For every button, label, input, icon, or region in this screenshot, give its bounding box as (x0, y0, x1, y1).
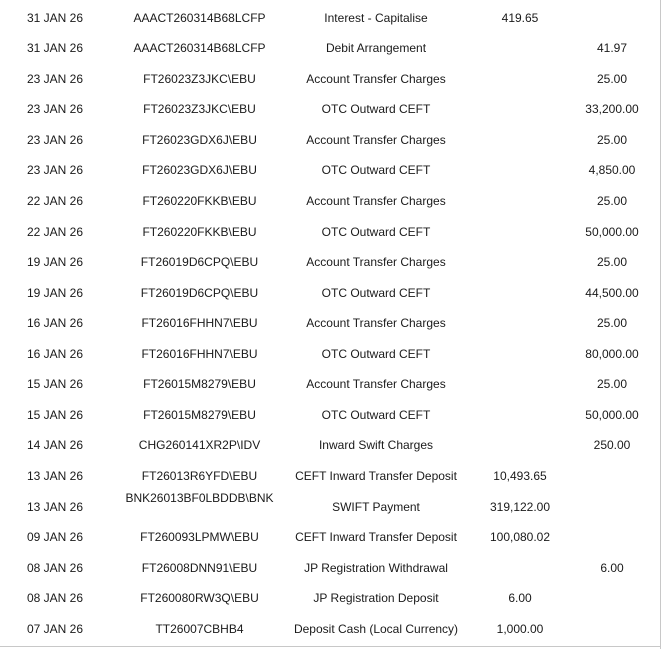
credit-amount-cell (460, 430, 580, 460)
debit-amount-cell (572, 614, 652, 644)
description-cell: Interest - Capitalise (324, 11, 428, 25)
reference-cell: FT260220FKKB\EBU (142, 194, 257, 208)
description-cell: OTC Outward CEFT (321, 408, 431, 422)
date-cell: 23 JAN 26 (26, 133, 84, 147)
table-row (0, 155, 660, 185)
credit-amount-cell (460, 155, 580, 185)
description-cell: CEFT Inward Transfer Deposit (295, 530, 457, 544)
credit-amount-cell (460, 217, 580, 247)
reference-cell: FT26023GDX6J\EBU (142, 163, 257, 177)
description-cell: CEFT Inward Transfer Deposit (295, 469, 457, 483)
date-cell: 23 JAN 26 (26, 163, 84, 177)
table-row (0, 186, 660, 216)
date-cell: 16 JAN 26 (26, 347, 84, 361)
table-row (0, 217, 660, 247)
description-cell: Account Transfer Charges (306, 377, 446, 391)
credit-amount-cell (460, 308, 580, 338)
table-row (0, 94, 660, 124)
credit-amount-cell (460, 278, 580, 308)
table-row (0, 64, 660, 94)
debit-amount-cell (572, 492, 652, 522)
reference-cell: FT26019D6CPQ\EBU (140, 286, 259, 300)
table-row (0, 400, 660, 430)
date-cell: 13 JAN 26 (26, 469, 84, 483)
description-cell: OTC Outward CEFT (321, 102, 431, 116)
debit-amount-cell: 25.00 (596, 316, 628, 330)
reference-cell: FT26015M8279\EBU (143, 408, 256, 422)
debit-amount-cell: 44,500.00 (585, 286, 639, 300)
credit-amount-cell: 1,000.00 (496, 622, 544, 636)
description-cell: Account Transfer Charges (306, 194, 446, 208)
date-cell: 14 JAN 26 (26, 438, 84, 452)
reference-cell: TT26007CBHB4 (155, 622, 244, 636)
date-cell: 07 JAN 26 (26, 622, 84, 636)
table-row (0, 553, 660, 583)
debit-amount-cell: 33,200.00 (585, 102, 639, 116)
debit-amount-cell: 50,000.00 (585, 225, 639, 239)
table-row (0, 583, 660, 613)
credit-amount-cell (460, 186, 580, 216)
table-row (0, 125, 660, 155)
reference-cell: FT260093LPMW\EBU (140, 530, 259, 544)
debit-amount-cell (572, 522, 652, 552)
description-cell: SWIFT Payment (332, 500, 420, 514)
date-cell: 16 JAN 26 (26, 316, 84, 330)
date-cell: 19 JAN 26 (26, 286, 84, 300)
credit-amount-cell (460, 33, 580, 63)
table-right-border (660, 0, 661, 649)
debit-amount-cell: 50,000.00 (585, 408, 639, 422)
debit-amount-cell (572, 461, 652, 491)
credit-amount-cell (460, 247, 580, 277)
table-row (0, 247, 660, 277)
date-cell: 08 JAN 26 (26, 561, 84, 575)
credit-amount-cell (460, 339, 580, 369)
table-row (0, 430, 660, 460)
description-cell: OTC Outward CEFT (321, 347, 431, 361)
reference-cell: FT260080RW3Q\EBU (140, 591, 259, 605)
table-row (0, 488, 660, 524)
description-cell: Inward Swift Charges (318, 438, 434, 452)
debit-amount-cell: 25.00 (596, 194, 628, 208)
table-row (0, 614, 660, 644)
date-cell: 31 JAN 26 (26, 41, 84, 55)
description-cell: Account Transfer Charges (306, 133, 446, 147)
table-row (0, 308, 660, 338)
table-row (0, 33, 660, 63)
credit-amount-cell (460, 400, 580, 430)
reference-cell: FT26023Z3JKC\EBU (143, 72, 256, 86)
debit-amount-cell (572, 3, 652, 33)
date-cell: 22 JAN 26 (26, 225, 84, 239)
reference-cell: BNK26013BF0LBDDB\BNK (125, 491, 274, 505)
debit-amount-cell: 80,000.00 (585, 347, 639, 361)
reference-cell: FT26023GDX6J\EBU (142, 133, 257, 147)
debit-amount-cell: 4,850.00 (588, 163, 636, 177)
description-cell: Account Transfer Charges (306, 255, 446, 269)
date-cell: 08 JAN 26 (26, 591, 84, 605)
debit-amount-cell: 41.97 (596, 41, 628, 55)
description-cell: JP Registration Withdrawal (304, 561, 448, 575)
table-row (0, 369, 660, 399)
debit-amount-cell: 6.00 (600, 561, 624, 575)
reference-cell: FT26023Z3JKC\EBU (143, 102, 256, 116)
credit-amount-cell: 100,080.02 (489, 530, 551, 544)
credit-amount-cell (460, 94, 580, 124)
date-cell: 09 JAN 26 (26, 530, 84, 544)
credit-amount-cell: 419.65 (501, 11, 539, 25)
table-bottom-border (0, 646, 661, 647)
table-row (0, 278, 660, 308)
table-row (0, 339, 660, 369)
credit-amount-cell (460, 553, 580, 583)
reference-cell: FT260220FKKB\EBU (142, 225, 257, 239)
credit-amount-cell: 6.00 (508, 591, 532, 605)
reference-cell: CHG260141XR2P\IDV (138, 438, 261, 452)
reference-cell: AAACT260314B68LCFP (133, 11, 266, 25)
table-row (0, 522, 660, 552)
debit-amount-cell: 25.00 (596, 255, 628, 269)
reference-cell: FT26016FHHN7\EBU (141, 347, 258, 361)
date-cell: 31 JAN 26 (26, 11, 84, 25)
debit-amount-cell: 250.00 (593, 438, 631, 452)
description-cell: OTC Outward CEFT (321, 225, 431, 239)
debit-amount-cell (572, 583, 652, 613)
reference-cell: FT26016FHHN7\EBU (141, 316, 258, 330)
date-cell: 19 JAN 26 (26, 255, 84, 269)
credit-amount-cell (460, 64, 580, 94)
date-cell: 23 JAN 26 (26, 102, 84, 116)
credit-amount-cell: 319,122.00 (489, 500, 551, 514)
date-cell: 23 JAN 26 (26, 72, 84, 86)
reference-cell: FT26015M8279\EBU (143, 377, 256, 391)
date-cell: 15 JAN 26 (26, 377, 84, 391)
description-cell: Account Transfer Charges (306, 72, 446, 86)
table-row (0, 3, 660, 33)
reference-cell: FT26019D6CPQ\EBU (140, 255, 259, 269)
reference-cell: FT26008DNN91\EBU (141, 561, 258, 575)
credit-amount-cell: 10,493.65 (493, 469, 547, 483)
description-cell: OTC Outward CEFT (321, 286, 431, 300)
description-cell: Debit Arrangement (325, 41, 427, 55)
debit-amount-cell: 25.00 (596, 377, 628, 391)
description-cell: Account Transfer Charges (306, 316, 446, 330)
date-cell: 13 JAN 26 (26, 500, 84, 514)
date-cell: 22 JAN 26 (26, 194, 84, 208)
debit-amount-cell: 25.00 (596, 133, 628, 147)
debit-amount-cell: 25.00 (596, 72, 628, 86)
description-cell: Deposit Cash (Local Currency) (293, 622, 459, 636)
table-row (0, 461, 660, 491)
credit-amount-cell (460, 369, 580, 399)
date-cell: 15 JAN 26 (26, 408, 84, 422)
reference-cell: FT26013R6YFD\EBU (141, 469, 258, 483)
reference-cell: AAACT260314B68LCFP (133, 41, 266, 55)
description-cell: JP Registration Deposit (313, 591, 439, 605)
description-cell: OTC Outward CEFT (321, 163, 431, 177)
credit-amount-cell (460, 125, 580, 155)
